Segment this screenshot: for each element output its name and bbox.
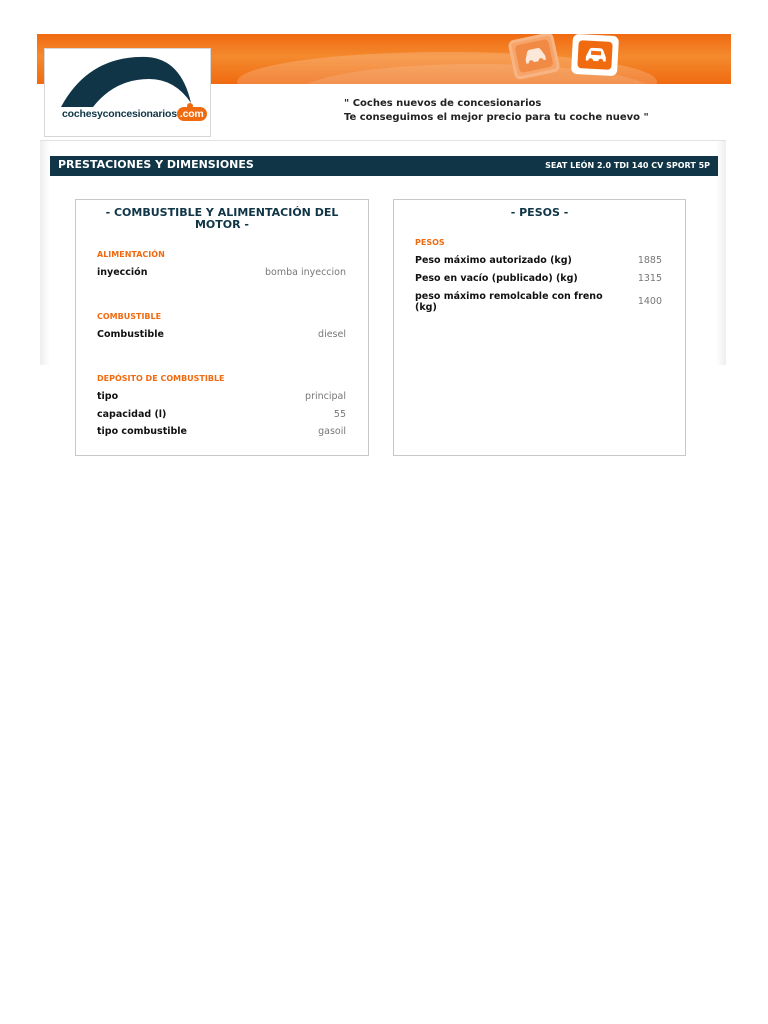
row-label: Peso máximo autorizado (kg): [415, 255, 572, 266]
row-value: 1885: [637, 255, 662, 266]
row-value: 1315: [637, 273, 662, 284]
slogan-line-2: Te conseguimos el mejor precio para tu coche nuevo ": [344, 112, 649, 123]
site-logo[interactable]: [44, 48, 211, 137]
card-title: - COMBUSTIBLE Y ALIMENTACIÓN DEL MOTOR -: [105, 206, 339, 231]
car-model-title: SEAT LEÓN 2.0 TDI 140 CV SPORT 5P: [545, 161, 710, 170]
row-label: Combustible: [97, 329, 164, 340]
row-label: tipo combustible: [97, 426, 188, 437]
slogan: [344, 97, 649, 125]
page-title: PRESTACIONES Y DIMENSIONES: [58, 158, 254, 171]
row-label: inyección: [97, 267, 148, 278]
row-value: diesel: [318, 329, 346, 340]
row-value: principal: [305, 391, 346, 402]
logo-text-suffix: .com: [177, 107, 207, 121]
row-value: gasoil: [318, 426, 346, 437]
section-title-bar: [50, 156, 718, 176]
car-sign-icon: [571, 34, 619, 76]
logo-wave-icon: [59, 53, 199, 109]
row-label: tipo: [97, 391, 119, 402]
weights-card: [393, 199, 686, 456]
row-value: 1400: [637, 296, 662, 307]
section-label: PESOS: [415, 238, 445, 247]
section-label: ALIMENTACIÓN: [97, 250, 165, 259]
slogan-line-1: " Coches nuevos de concesionarios: [344, 98, 542, 109]
logo-text: [62, 107, 207, 121]
section-label: DEPÓSITO DE COMBUSTIBLE: [97, 374, 225, 383]
row-value: bomba inyeccion: [264, 267, 346, 278]
section-label: COMBUSTIBLE: [97, 312, 162, 321]
fuel-card: [75, 199, 369, 456]
card-title: - PESOS -: [510, 206, 569, 219]
row-label: capacidad (l): [97, 409, 167, 420]
row-label: Peso en vacío (publicado) (kg): [415, 273, 578, 284]
row-value: 55: [333, 409, 346, 420]
row-label: peso máximo remolcable con freno (kg): [415, 291, 603, 313]
logo-text-main: cochesyconcesionarios: [62, 108, 177, 120]
